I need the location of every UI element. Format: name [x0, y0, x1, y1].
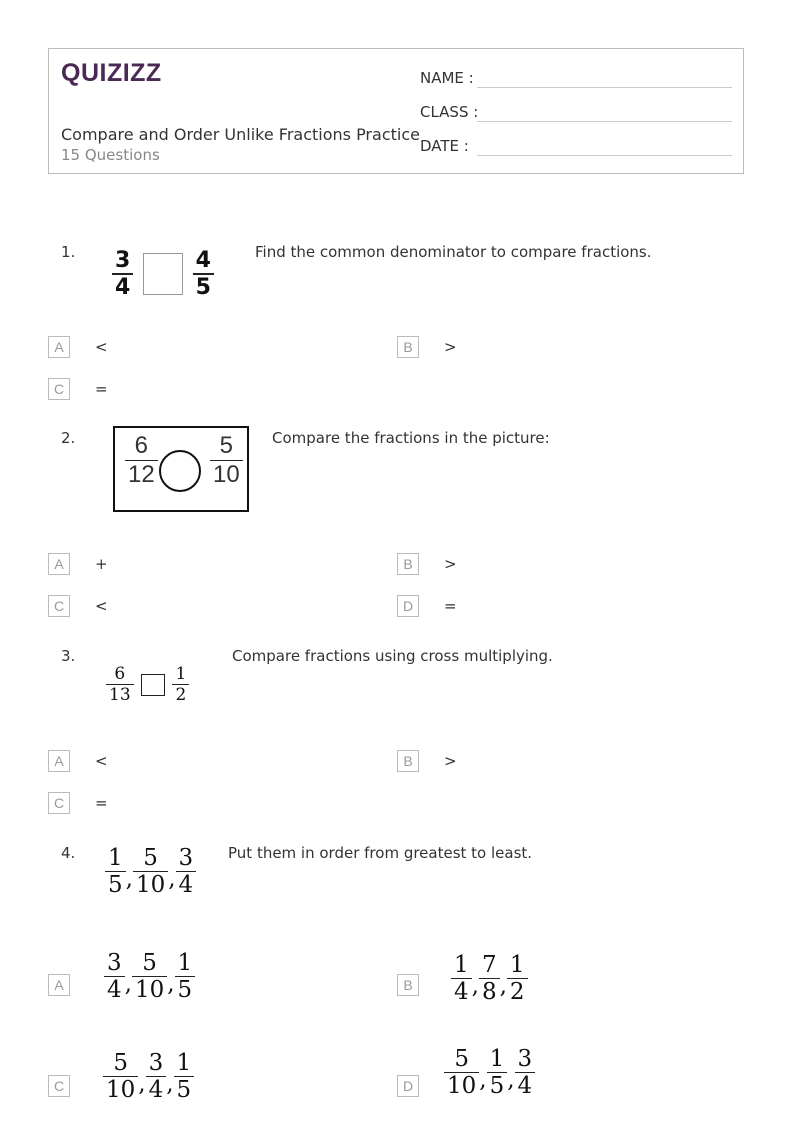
option-letter[interactable]: A [48, 974, 70, 996]
option-expression[interactable]: $\frac{5}{10}$ , $\frac{3}{4}$ , $\frac{1}{5}$ [103, 1050, 194, 1103]
date-label: DATE : [420, 137, 469, 155]
question-number: 4. [61, 844, 76, 862]
class-field [420, 103, 478, 121]
fraction: $\frac{1}{5}$ [175, 950, 196, 1003]
option-letter[interactable]: B [397, 336, 419, 358]
fraction: $\frac{3}{4}$ [146, 1050, 167, 1103]
fraction: $\frac{5}{10}$ [133, 845, 168, 898]
option-expression[interactable]: $\frac{5}{10}$ , $\frac{1}{5}$ , $\frac{3}{4}$ [444, 1046, 535, 1099]
option-expression[interactable]: $\frac{1}{4}$ , $\frac{7}{8}$ , $\frac{1}{2}$ [451, 952, 528, 1005]
option-text[interactable]: = [95, 380, 108, 398]
answer-box [143, 253, 183, 295]
option-letter[interactable]: A [48, 553, 70, 575]
comparison-circle [159, 450, 201, 492]
option-letter[interactable]: C [48, 378, 70, 400]
question-text: Compare fractions using cross multiplying. [232, 647, 553, 665]
fraction: $\frac{1}{2}$ [507, 952, 528, 1005]
fraction: $\frac{1}{5}$ [105, 845, 126, 898]
question-number: 3. [61, 647, 76, 665]
fraction: $\frac{1}{5}$ [487, 1046, 508, 1099]
fraction: $\frac{6}{13}$ [106, 664, 134, 705]
answer-box [141, 674, 165, 696]
option-text[interactable]: = [444, 597, 457, 615]
quizizz-logo: QUIZIZZ [61, 59, 162, 87]
fraction: $\frac{5}{10}$ [210, 432, 243, 489]
question-text: Compare the fractions in the picture: [272, 429, 550, 447]
question-number: 1. [61, 243, 76, 261]
date-line [477, 155, 732, 156]
fraction: $\frac{4}{5}$ [193, 248, 214, 300]
option-letter[interactable]: C [48, 595, 70, 617]
class-label: CLASS : [420, 103, 479, 121]
question-text: Find the common denominator to compare fractions. [255, 243, 652, 261]
fraction: $\frac{1}{5}$ [174, 1050, 195, 1103]
option-letter[interactable]: B [397, 750, 419, 772]
option-text[interactable]: < [95, 752, 108, 770]
option-text[interactable]: = [95, 794, 108, 812]
option-text[interactable]: > [444, 555, 457, 573]
name-label: NAME : [420, 69, 474, 87]
option-letter[interactable]: C [48, 792, 70, 814]
option-letter[interactable]: D [397, 595, 419, 617]
fraction: $\frac{1}{2}$ [172, 664, 189, 705]
fraction: $\frac{6}{12}$ [125, 432, 158, 489]
question-number: 2. [61, 429, 76, 447]
class-line [477, 121, 732, 122]
fraction: $\frac{1}{4}$ [451, 952, 472, 1005]
name-line [477, 87, 732, 88]
fraction: $\frac{3}{4}$ [176, 845, 197, 898]
name-field [420, 69, 474, 87]
fraction: $\frac{5}{10}$ [444, 1046, 479, 1099]
option-letter[interactable]: B [397, 553, 419, 575]
date-field [420, 137, 469, 155]
option-letter[interactable]: A [48, 750, 70, 772]
question-count: 15 Questions [61, 146, 160, 164]
worksheet-title: Compare and Order Unlike Fractions Practice [61, 125, 420, 144]
worksheet-header [48, 48, 744, 174]
option-letter[interactable]: B [397, 974, 419, 996]
option-text[interactable]: > [444, 338, 457, 356]
fraction: $\frac{3}{4}$ [112, 248, 133, 300]
option-text[interactable]: < [95, 597, 108, 615]
fraction: $\frac{7}{8}$ [479, 952, 500, 1005]
fraction: $\frac{3}{4}$ [515, 1046, 536, 1099]
option-text[interactable]: > [444, 752, 457, 770]
question-text: Put them in order from greatest to least. [228, 844, 533, 862]
fraction: $\frac{3}{4}$ [104, 950, 125, 1003]
question-1-expression [112, 248, 214, 300]
fraction-picture [113, 426, 249, 512]
question-4-expression: $\frac{1}{5}$ , $\frac{5}{10}$ , $\frac{3}{4}$ [105, 845, 196, 898]
option-expression[interactable]: $\frac{3}{4}$ , $\frac{5}{10}$ , $\frac{1}{5}$ [104, 950, 195, 1003]
fraction: $\frac{5}{10}$ [132, 950, 167, 1003]
option-letter[interactable]: A [48, 336, 70, 358]
option-letter[interactable]: D [397, 1075, 419, 1097]
option-text[interactable]: < [95, 338, 108, 356]
question-3-expression [106, 664, 189, 705]
fraction: $\frac{5}{10}$ [103, 1050, 138, 1103]
option-text[interactable]: + [95, 555, 108, 573]
option-letter[interactable]: C [48, 1075, 70, 1097]
